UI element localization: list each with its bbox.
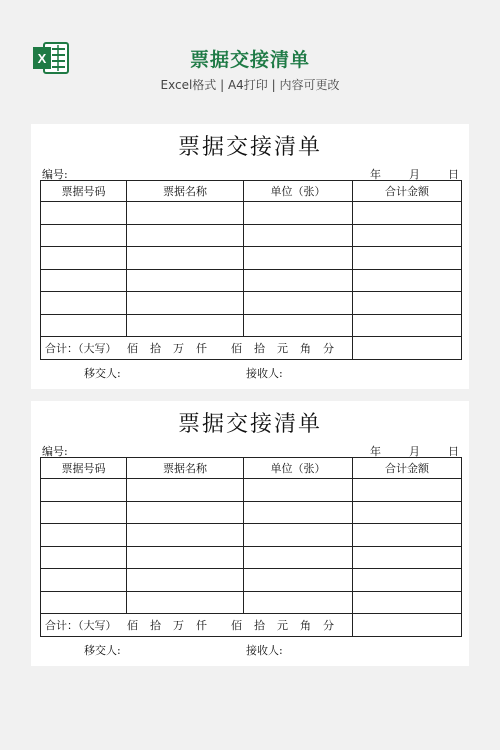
table-cell[interactable] (244, 591, 353, 614)
table-row (41, 501, 462, 524)
table-row (41, 292, 462, 315)
unit-label: 分 (323, 341, 334, 355)
total-row (41, 614, 462, 637)
unit-label: 佰 (127, 618, 138, 632)
column-header: 合计金额 (353, 181, 462, 202)
total-amount-cell[interactable] (41, 614, 353, 637)
header (0, 0, 500, 110)
table-cell[interactable] (127, 269, 244, 292)
page-title: 票据交接清单 (189, 49, 310, 71)
amount-units (127, 617, 346, 633)
receiver-label: 接收人: (246, 367, 283, 380)
unit-label: 仟 (196, 341, 207, 355)
table-cell[interactable] (41, 292, 127, 315)
month-label: 月 (409, 168, 420, 181)
table-cell[interactable] (353, 591, 462, 614)
table-cell[interactable] (41, 546, 127, 569)
table-cell[interactable] (244, 501, 353, 524)
month-label: 月 (409, 445, 420, 458)
column-header: 单位（张） (244, 181, 353, 202)
column-header: 票据名称 (127, 458, 244, 479)
unit-label: 分 (323, 618, 334, 632)
year-label: 年 (370, 445, 381, 458)
year-label: 年 (370, 168, 381, 181)
table-cell[interactable] (244, 292, 353, 315)
day-label: 日 (448, 445, 459, 458)
table-cell[interactable] (244, 247, 353, 270)
table-row (41, 247, 462, 270)
column-header: 合计金额 (353, 458, 462, 479)
table-cell[interactable] (353, 247, 462, 270)
table-cell[interactable] (41, 591, 127, 614)
table-cell[interactable] (127, 224, 244, 247)
column-header: 票据名称 (127, 181, 244, 202)
table-row (41, 479, 462, 502)
table-cell[interactable] (41, 269, 127, 292)
table-cell[interactable] (244, 524, 353, 547)
table-cell[interactable] (244, 569, 353, 592)
unit-label: 拾 (254, 618, 265, 632)
number-label: 编号: (42, 168, 68, 181)
table-row (41, 524, 462, 547)
table-row (41, 202, 462, 225)
unit-label: 元 (277, 618, 288, 632)
handover-label: 移交人: (84, 367, 121, 380)
unit-label: 拾 (150, 341, 161, 355)
svg-text:X: X (37, 51, 47, 66)
form-sheet (31, 401, 469, 666)
table-cell[interactable] (244, 269, 353, 292)
table-cell[interactable] (127, 546, 244, 569)
unit-label: 角 (300, 618, 311, 632)
table-cell[interactable] (353, 546, 462, 569)
form-title: 票据交接清单 (177, 135, 322, 160)
table-cell[interactable] (41, 569, 127, 592)
table-cell[interactable] (244, 224, 353, 247)
unit-label: 拾 (150, 618, 161, 632)
table-cell[interactable] (244, 202, 353, 225)
table-cell[interactable] (353, 479, 462, 502)
table-cell[interactable] (127, 292, 244, 315)
page-subtitle: Excel格式 | A4打印 | 内容可更改 (160, 78, 340, 92)
total-value-cell[interactable] (353, 614, 462, 637)
table-cell[interactable] (41, 524, 127, 547)
table-cell[interactable] (353, 224, 462, 247)
column-header: 票据号码 (41, 181, 127, 202)
table-cell[interactable] (353, 501, 462, 524)
total-amount-cell[interactable] (41, 337, 353, 360)
table-header-row (41, 181, 462, 202)
receiver-label: 接收人: (246, 644, 283, 657)
table-cell[interactable] (353, 524, 462, 547)
table-row (41, 569, 462, 592)
column-header: 单位（张） (244, 458, 353, 479)
table-cell[interactable] (127, 247, 244, 270)
handover-label: 移交人: (84, 644, 121, 657)
unit-label: 佰 (231, 618, 242, 632)
number-label: 编号: (42, 445, 68, 458)
table-row (41, 591, 462, 614)
table-cell[interactable] (353, 569, 462, 592)
table-row (41, 546, 462, 569)
unit-label: 佰 (231, 341, 242, 355)
total-label: 合计：（大写） (45, 618, 117, 632)
table-header-row (41, 458, 462, 479)
unit-label: 佰 (127, 341, 138, 355)
table-cell[interactable] (41, 501, 127, 524)
unit-label: 仟 (196, 618, 207, 632)
table-cell[interactable] (127, 524, 244, 547)
table-cell[interactable] (41, 314, 127, 337)
table-row (41, 314, 462, 337)
table-row (41, 224, 462, 247)
table-cell[interactable] (127, 501, 244, 524)
form-title: 票据交接清单 (177, 412, 322, 437)
table-cell[interactable] (41, 247, 127, 270)
form-sheet (31, 124, 469, 389)
table-cell[interactable] (41, 479, 127, 502)
ticket-table (40, 457, 462, 637)
unit-label: 角 (300, 341, 311, 355)
table-cell[interactable] (244, 314, 353, 337)
table-cell[interactable] (353, 269, 462, 292)
table-cell[interactable] (41, 224, 127, 247)
unit-label: 拾 (254, 341, 265, 355)
day-label: 日 (448, 168, 459, 181)
unit-label: 万 (173, 618, 184, 632)
amount-units (127, 340, 346, 356)
table-row (41, 269, 462, 292)
table-cell[interactable] (127, 202, 244, 225)
total-value-cell[interactable] (353, 337, 462, 360)
table-cell[interactable] (41, 202, 127, 225)
unit-label: 元 (277, 341, 288, 355)
ticket-table (40, 180, 462, 360)
table-cell[interactable] (353, 292, 462, 315)
table-cell[interactable] (244, 479, 353, 502)
table-cell[interactable] (127, 314, 244, 337)
table-cell[interactable] (127, 479, 244, 502)
total-row (41, 337, 462, 360)
table-cell[interactable] (127, 569, 244, 592)
column-header: 票据号码 (41, 458, 127, 479)
table-cell[interactable] (244, 546, 353, 569)
table-cell[interactable] (127, 591, 244, 614)
table-cell[interactable] (353, 202, 462, 225)
unit-label: 万 (173, 341, 184, 355)
total-label: 合计：（大写） (45, 341, 117, 355)
table-cell[interactable] (353, 314, 462, 337)
